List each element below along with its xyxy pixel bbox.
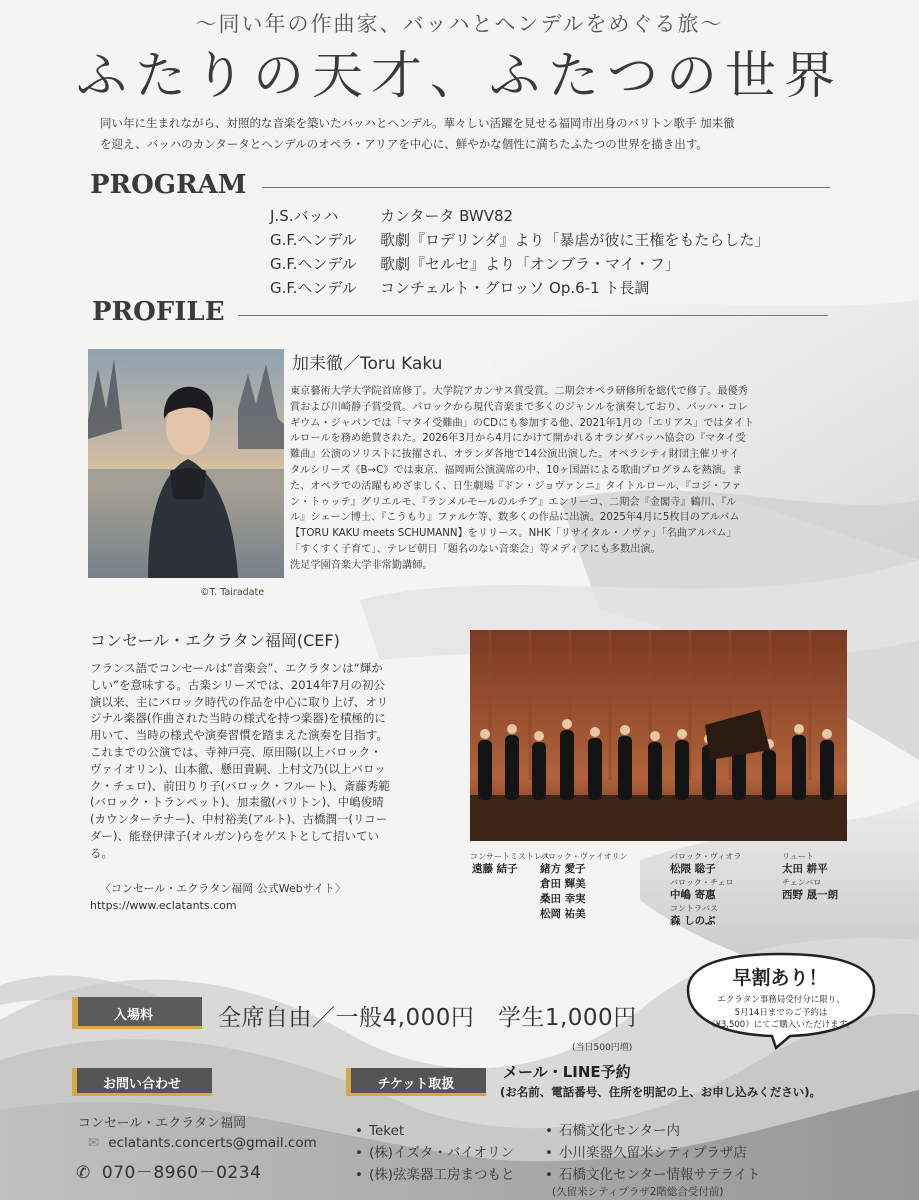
cef-line: これまでの公演では、寺神戸亮、原田陽(以上バロック・ bbox=[90, 744, 382, 759]
admission-label bbox=[72, 997, 202, 1029]
singer-photo bbox=[88, 349, 284, 578]
cef-line: ダー)、能登伊津子(オルガン)らをゲストとして招いてい bbox=[90, 828, 379, 843]
program-composer: G.F.ヘンデル bbox=[270, 278, 357, 297]
profile-rule bbox=[238, 315, 828, 316]
ticket-outlet bbox=[545, 1142, 761, 1164]
member-role: コンサートミストレス bbox=[470, 852, 550, 861]
early-bird-title: 早割あり！ bbox=[732, 967, 828, 989]
page-title: ふたりの天才、ふたつの世界 bbox=[75, 47, 843, 106]
cef-line: しい”を意味する。古楽シリーズでは、2014年7月の初公 bbox=[90, 677, 385, 692]
contact-label-text: お問い合わせ bbox=[102, 1076, 181, 1092]
admission-price: 全席自由／一般4,000円 学生1,000円 bbox=[218, 1005, 637, 1031]
early-bird-line: 《¥3,500》にてご購入いただけます。 bbox=[706, 1020, 856, 1030]
contact-email[interactable]: eclatants.concerts@gmail.com bbox=[108, 1135, 317, 1151]
early-bird-line: 5月14日までのご予約は bbox=[734, 1007, 828, 1018]
cef-line: フランス語でコンセールは“音楽会”、エクラタンは“輝か bbox=[90, 661, 383, 675]
cef-site-label: 〈コンセール・エクラタン福岡 公式Webサイト〉 bbox=[100, 882, 346, 895]
ticket-outlet bbox=[355, 1142, 515, 1164]
member-role: チェンバロ bbox=[782, 878, 822, 887]
member-name: 桑田 幸実 bbox=[540, 893, 586, 905]
member-role: バロック・チェロ bbox=[670, 878, 734, 887]
early-bird-text bbox=[688, 994, 874, 1032]
cef-line: 演以来、主にバロック時代の作品を中心に取り上げ、オリ bbox=[90, 694, 389, 709]
member-role: バロック・ヴィオラ bbox=[670, 852, 742, 861]
ticket-outlet-name: 小川楽器久留米シティプラザ店 bbox=[559, 1145, 747, 1161]
cef-line: ク・チェロ)、前田りり子(バロック・フルート)、斎藤秀範 bbox=[90, 778, 390, 793]
contact-label bbox=[72, 1068, 212, 1096]
program-composer: G.F.ヘンデル bbox=[270, 230, 357, 249]
bio-line: ギウム・ジャパンでは「マタイ受難曲」のCDにも参加する他、2021年1月の「エリアス」ではタイト bbox=[290, 417, 754, 429]
ticket-outlet bbox=[355, 1120, 515, 1142]
bio-line: 「すくすく子育て」、テレビ朝日「題名のない音楽会」等メディアにも多数出演。 bbox=[290, 543, 661, 555]
program-work: 歌劇『セルセ』より「オンブラ・マイ・フ」 bbox=[380, 254, 680, 273]
photo-credit: ©T. Tairadate bbox=[200, 587, 265, 598]
member-col-concertmistress bbox=[470, 851, 550, 877]
ticket-outlet-name: Teket bbox=[369, 1123, 405, 1139]
program-composer: G.F.ヘンデル bbox=[270, 254, 357, 273]
bio-line: 東京藝術大学大学院首席修了。大学院アカンサス賞受賞。二期会オペラ研修所を総代で修了。最優秀 bbox=[290, 386, 748, 397]
cef-line: ジナル楽器(作曲された当時の様式を持つ楽器)を積極的に bbox=[90, 711, 386, 726]
singer-name: 加耒徹／Toru Kaku bbox=[292, 354, 443, 374]
ticket-outlet bbox=[545, 1120, 761, 1142]
ticket-outlet bbox=[355, 1164, 515, 1186]
cef-title: コンセール・エクラタン福岡(CEF) bbox=[90, 631, 340, 650]
ticket-label-underline bbox=[346, 1093, 486, 1096]
contact-email-row bbox=[88, 1135, 317, 1151]
program-item bbox=[270, 203, 870, 227]
cef-description bbox=[90, 660, 470, 862]
early-bird-line: エクラタン事務局受付分に限り、 bbox=[717, 995, 845, 1005]
ticket-outlets-b bbox=[545, 1120, 761, 1186]
ticket-outlet-name: 石橋文化センター情報サテライト bbox=[559, 1167, 761, 1183]
member-col-lute-cembalo bbox=[782, 851, 838, 903]
subtitle: 〜同い年の作曲家、バッハとヘンデルをめぐる旅〜 bbox=[195, 12, 724, 36]
ticket-outlet-name: (株)イズタ・バイオリン bbox=[369, 1145, 514, 1161]
member-name: 遠藤 結子 bbox=[472, 863, 518, 875]
member-name: 森 しのぶ bbox=[670, 915, 716, 927]
cef-line: ヴァイオリン)、山本徹、懸田貴嗣、上村文乃(以上バロッ bbox=[90, 761, 386, 776]
intro-text bbox=[100, 113, 830, 155]
phone-icon: ✆ bbox=[76, 1163, 91, 1183]
mail-line-reservation: メール・LINE予約 bbox=[503, 1063, 631, 1081]
member-name: 松岡 祐美 bbox=[540, 908, 586, 920]
member-role: バロック・ヴァイオリン bbox=[540, 852, 628, 861]
ticket-outlets-a bbox=[355, 1120, 515, 1186]
contact-label-underline bbox=[72, 1093, 212, 1096]
contact-org: コンセール・エクラタン福岡 bbox=[78, 1116, 247, 1131]
bio-line: ル』シェーン博士、『こうもり』ファルケ等、数多くの作品に出演。2025年4月に5枚目のアルバム bbox=[290, 512, 740, 524]
cef-line: る。 bbox=[90, 845, 113, 860]
ticket-outlet bbox=[545, 1164, 761, 1186]
program-item bbox=[270, 251, 870, 275]
program-work: コンチェルト・グロッソ Op.6-1 ト長調 bbox=[380, 278, 650, 297]
bullet-icon: • bbox=[545, 1123, 553, 1139]
program-work: カンタータ BWV82 bbox=[380, 206, 514, 225]
profile-heading: PROFILE bbox=[92, 297, 225, 327]
bio-line: 【TORU KAKU meets SCHUMANN】をリリース。NHK「リサイタル・ノヴァ」「名曲アルバム」 bbox=[290, 528, 737, 540]
bullet-icon: • bbox=[355, 1123, 363, 1139]
bio-line: 賞および川崎静子賞受賞。バロックから現代音楽まで多くのジャンルを演奏しており、バッハ・コレ bbox=[290, 401, 748, 413]
member-name: 中嶋 寄惠 bbox=[670, 889, 716, 901]
bullet-icon: • bbox=[545, 1145, 553, 1161]
intro-line: を迎え、バッハのカンタータとヘンデルのオペラ・アリアを中心に、鮮やかな個性に満ちたふたつの世界を描き出す。 bbox=[100, 137, 708, 151]
ticket-outlet-name: (株)弦楽器工房まつもと bbox=[369, 1167, 515, 1183]
program-rule bbox=[262, 187, 830, 188]
member-col-viola-cello-bass bbox=[670, 851, 741, 929]
bio-line: 難曲』公演のソリストに抜擢され、オランダ各地で14公演出演した。オペラシティ財団主催リサイ bbox=[290, 449, 740, 461]
contact-label-accent bbox=[72, 1068, 77, 1096]
program-heading: PROGRAM bbox=[90, 170, 247, 200]
contact-phone-row bbox=[76, 1158, 261, 1183]
member-name: 緒方 愛子 bbox=[540, 863, 586, 875]
concert-photo bbox=[470, 630, 847, 841]
cef-line: (バロック・トランペット)、加耒徹(バリトン)、中嶋俊晴 bbox=[90, 795, 384, 810]
ticket-label-text: チケット取扱 bbox=[377, 1076, 455, 1092]
member-role: リュート bbox=[782, 852, 814, 861]
mail-line-note: (お名前、電話番号、住所を明記の上、お申し込みください)。 bbox=[500, 1085, 822, 1099]
contact-phone[interactable]: 070－8960－0234 bbox=[101, 1163, 262, 1183]
mail-icon: ✉ bbox=[88, 1135, 100, 1151]
intro-line: 同い年に生まれながら、対照的な音楽を築いたバッハとヘンデル。華々しい活躍を見せる福岡市出身のバリトン歌手 加耒徹 bbox=[100, 116, 735, 130]
member-col-violin bbox=[540, 851, 628, 922]
program-composer: J.S.バッハ bbox=[270, 206, 339, 225]
ticket-outlet-note: (久留米シティプラザ2階総合受付前) bbox=[552, 1186, 724, 1198]
bio-line: タルシリーズ《B→C》では東京、福岡両公演満席の中、10ヶ国語による歌曲プログラムを熱演。ま bbox=[290, 464, 743, 476]
ticket-outlet-name: 石橋文化センター内 bbox=[559, 1123, 680, 1139]
cef-line: 用いて、当時の様式や演奏習慣を踏まえた演奏を目指す。 bbox=[90, 728, 388, 743]
cef-url-link[interactable]: https://www.eclatants.com bbox=[90, 899, 237, 912]
admission-note: (当日500円増) bbox=[572, 1043, 633, 1053]
member-role: コントラバス bbox=[670, 904, 718, 913]
program-list bbox=[270, 203, 870, 299]
member-name: 倉田 輝美 bbox=[540, 878, 586, 890]
member-name: 太田 耕平 bbox=[782, 863, 828, 875]
program-item bbox=[270, 275, 870, 299]
bio-line: ルロールを務め絶賛された。2026年3月から4月にかけて開かれるオランダバッハ協会の『マタイ受 bbox=[290, 433, 746, 445]
bullet-icon: • bbox=[355, 1145, 363, 1161]
ticket-label bbox=[346, 1068, 486, 1096]
bio-line: 洗足学園音楽大学非常勤講師。 bbox=[290, 559, 433, 571]
bullet-icon: • bbox=[545, 1167, 553, 1183]
member-name: 西野 晟一朗 bbox=[782, 889, 839, 901]
singer-bio bbox=[290, 384, 835, 574]
ticket-label-accent bbox=[346, 1068, 351, 1096]
bio-line: ン・トゥッテ』グリエルモ、『ランメルモールのルチア』エンリーコ、二期会『金閣寺』鶴川、『ル bbox=[290, 496, 737, 508]
admission-label-text: 入場料 bbox=[114, 1007, 154, 1023]
member-name: 松隈 聡子 bbox=[670, 863, 716, 875]
bio-line: た、オペラでの活躍もめざましく、日生劇場『ドン・ジョヴァンニ』タイトルロール、『コジ・ファ bbox=[290, 480, 742, 492]
cef-line: (カウンターテナー)、中村裕美(アルト)、古橋潤一(リコー bbox=[90, 812, 388, 827]
program-item bbox=[270, 227, 870, 251]
program-work: 歌劇『ロデリンダ』より「暴虐が彼に王権をもたらした」 bbox=[380, 230, 770, 249]
bullet-icon: • bbox=[355, 1167, 363, 1183]
